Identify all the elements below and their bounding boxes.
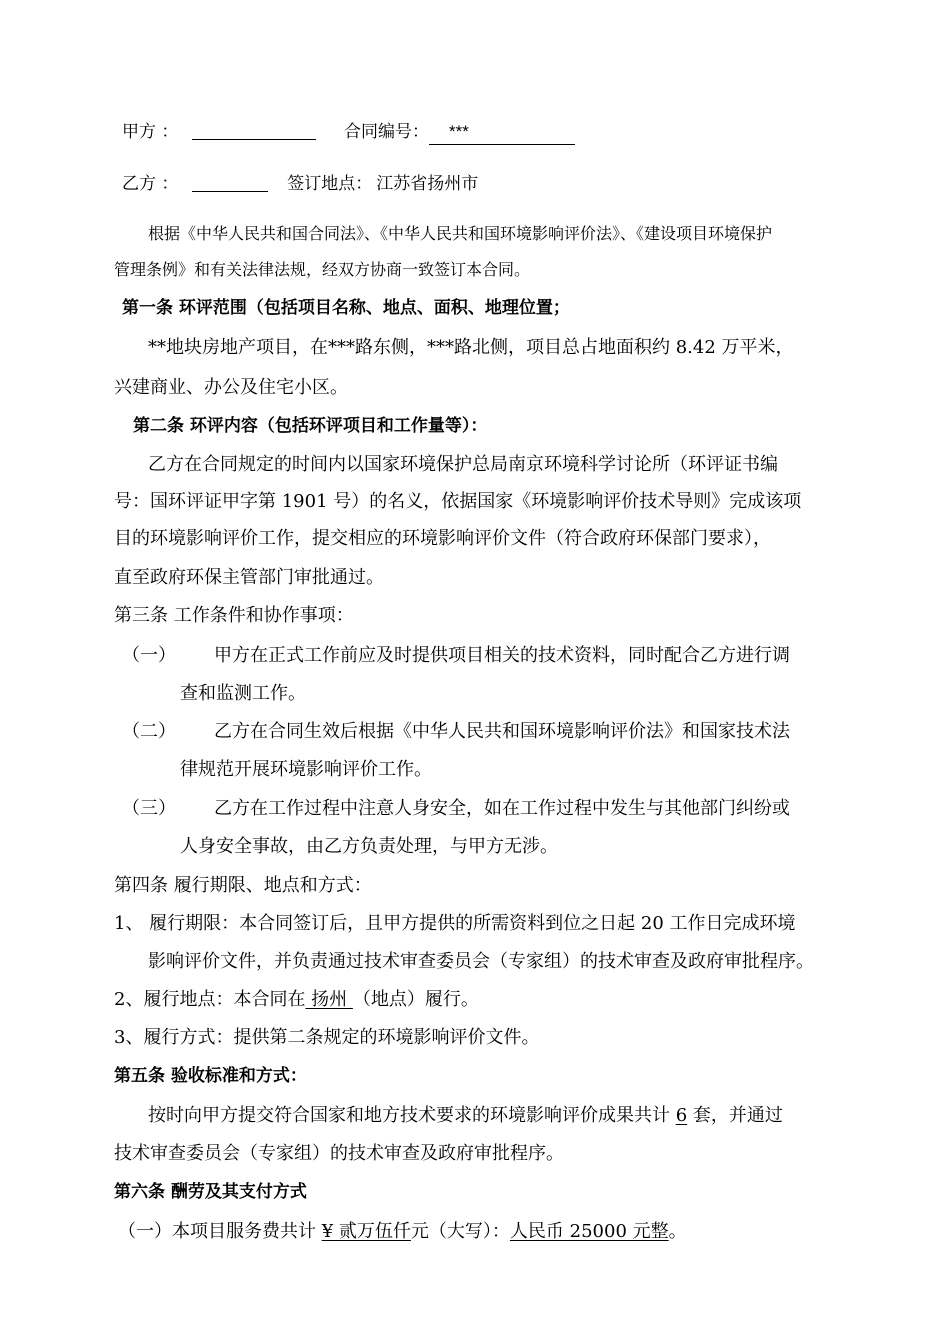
party-a-row [122, 120, 316, 144]
article-6-title: 第六条 酬劳及其支付方式 [114, 1182, 307, 1202]
article-5-line-1-suffix: 套，并通过 [687, 1105, 783, 1126]
article-4-p3: 3、履行方式：提供第二条规定的环境影响评价文件。 [114, 1027, 540, 1048]
article-2-line-2: 号：国环评证甲字第 1901 号）的名义，依据国家《环境影响评价技术导则》完成该项 [114, 491, 802, 512]
article-4-p1-line-2: 影响评价文件，并负责通过技术审查委员会（专家组）的技术审查及政府审批程序。 [148, 951, 814, 972]
article-6-amount: 人民币 25000 元整 [509, 1221, 669, 1242]
article-5-count: 6 [675, 1105, 688, 1126]
intro-line-1: 根据《中华人民共和国合同法》、《中华人民共和国环境影响评价法》、《建设项目环境保护 [148, 224, 773, 243]
article-4-p1-line-1: 1、 履行期限：本合同签订后，且甲方提供的所需资料到位之日起 20 工作日完成环境 [114, 913, 796, 934]
article-3-item-1-num: （一） [122, 645, 176, 666]
article-3-item-3-line-2: 人身安全事故，由乙方负责处理，与甲方无涉。 [180, 836, 558, 857]
article-1-title: 第一条 环评范围（包括项目名称、地点、面积、地理位置； [122, 298, 570, 318]
article-2-line-4: 直至政府环保主管部门审批通过。 [114, 567, 384, 588]
article-1-line-1: **地块房地产项目，在***路东侧，***路北侧，项目总占地面积约 8.42 万平米， [148, 337, 794, 358]
article-2-line-3: 目的环境影响评价工作，提交相应的环境影响评价文件（符合政府环保部门要求）， [114, 528, 771, 549]
article-4-p2-suffix: （地点）履行。 [352, 989, 479, 1010]
article-3-item-3-num: （三） [122, 798, 176, 819]
article-4-p2 [114, 988, 479, 1012]
contract-no-row [344, 120, 575, 145]
article-3-item-2-num: （二） [122, 721, 176, 742]
article-6-upper-amount: ¥ 贰万伍仟 [321, 1221, 411, 1242]
article-4-title: 第四条 履行期限、地点和方式： [114, 875, 372, 896]
contract-no-label: 合同编号： [344, 122, 429, 142]
party-a-blank [192, 121, 316, 140]
article-3-item-2-line-2: 律规范开展环境影响评价工作。 [180, 759, 432, 780]
article-5-line-1-prefix: 按时向甲方提交符合国家和地方技术要求的环境影响评价成果共计 [148, 1105, 676, 1126]
article-6-mid: 元（大写）： [410, 1221, 510, 1242]
sign-place-value: 江苏省扬州市 [376, 174, 479, 194]
article-3-item-1-line-1: 甲方在正式工作前应及时提供项目相关的技术资料，同时配合乙方进行调 [214, 645, 790, 666]
article-6-prefix: （一）本项目服务费共计 [118, 1221, 322, 1242]
article-1-line-2: 兴建商业、办公及住宅小区。 [114, 377, 348, 398]
article-5-title: 第五条 验收标准和方式： [114, 1066, 307, 1086]
party-a-label: 甲方 ： [122, 122, 179, 142]
article-4-p2-prefix: 2、履行地点：本合同在 [114, 989, 306, 1010]
intro-line-2: 管理条例》和有关法律法规，经双方协商一致签订本合同。 [114, 260, 531, 279]
article-5-line-2: 技术审查委员会（专家组）的技术审查及政府审批程序。 [114, 1143, 564, 1164]
article-6-line-1 [118, 1220, 687, 1244]
article-2-title: 第二条 环评内容（包括环评项目和工作量等）： [133, 416, 488, 436]
party-b-row [122, 172, 478, 196]
article-6-end: 。 [668, 1221, 687, 1242]
article-3-title: 第三条 工作条件和协作事项： [114, 605, 354, 626]
article-5-line-1 [148, 1104, 783, 1128]
article-3-item-2-line-1: 乙方在合同生效后根据《中华人民共和国环境影响评价法》和国家技术法 [214, 721, 790, 742]
article-3-item-3-line-1: 乙方在工作过程中注意人身安全，如在工作过程中发生与其他部门纠纷或 [214, 798, 790, 819]
article-3-item-1-line-2: 查和监测工作。 [180, 683, 306, 704]
contract-no-value: *** [429, 120, 575, 145]
article-2-line-1: 乙方在合同规定的时间内以国家环境保护总局南京环境科学讨论所（环评证书编 [148, 454, 778, 475]
article-4-p2-place: 扬州 [305, 989, 353, 1010]
sign-place-label: 签订地点： [287, 174, 373, 194]
party-b-blank [192, 173, 268, 192]
party-b-label: 乙方 ： [122, 174, 179, 194]
